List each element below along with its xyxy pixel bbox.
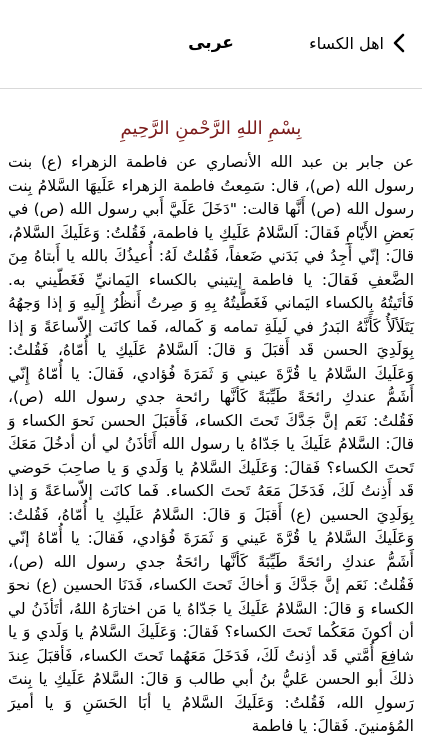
dua-paragraph: عن جابر بن عبد الله الأنصاري عن فاطمة الزهراء (ع) بنت رسول الله (ص)، قال: سَمِعتُ فاطمة الزهراء عَلَيهَا السَّلامُ بِنت رسول الله (ص) أَنَّها قالت: "دَخَلَ عَلَيَّ أَبي رسول الله (ص) في بَعضِ الأَيّامِ فَقالَ: اَلسَّلامُ عَلَيكِ يا فاطمة، فَقُلتُ: وَعَلَيكَ السَّلامُ، قالَ: إنّي أَجِدُ في بَدَني ضَعفاً، فَقُلتُ لَهُ: أُعيذُكَ بالله يا أَبتاهُ مِنَ الضَّعفِ فَقالَ: يا فاطمة إيتيني بالكساء اليَمانيِّ فَغَطّيني به. فَأتَيتُهُ بِالكساء اليَماني فَغَطَّيتُهُ بِهِ وَ صِرتُ أَنظُرُ إِلَيهِ وَ إذا وَجهُهُ يَتَلَألَأُ كَأَنَّهُ البَدرُ في لَيلَةِ تمامه وَ كَماله، فَما كانَت إلاّساعَةً وَ إذا بِوَلَدِيَ الحسن قَد أَقبَلَ وَ قالَ: اَلسَّلامُ عَلَيكِ يا أُمّاهُ، فَقُلتُ: وَعَلَيكَ السَّلامُ يا قُرَّةَ عيني وَ ثَمَرَةَ فُؤادي، فَقالَ: يا أُمّاهُ إِنّي أَشَمُّ عندكِ رائحَةً طَيِّبَةً كَأنَّها رائحة جدي رسول الله (ص)، فَقُلتُ: نَعَم إنَّ جَدَّكَ تَحتَ الكساء، فَأَقبَلَ الحسن نَحوَ الكساء وَ قالَ: السَّلامُ عَلَيكَ يا جَدّاهُ يا رسول الله أَتَأذَنُ لي أن أدخُلَ مَعَكَ تَحتَ الكساء؟ فَقالَ: وَعَلَيكَ السَّلامُ يا وَلَدي وَ يا صاحِبَ حَوضي قَد أَذِنتُ لَكَ، فَدَخَلَ مَعَهُ تَحتَ الكساء. فَما كانَت إلاّساعَةً وَ إذا بِوَلَدِيَ الحسين (ع) أَقبَلَ وَ قالَ: السَّلامُ عَلَيكِ يا أُمّاهُ، فَقُلتُ: وَعَلَيكَ السَّلامُ يا قُرَّةَ عَيني وَ ثَمَرَةَ فُؤادي، فَقالَ: يا أُمّاهُ إنّي أَشَمُّ عندكِ رائحَةً طَيِّبَةً كَأنَّها رائحَةُ جدي رسول الله (ص)، فَقُلتُ: نَعَم إنَّ جَدَّكَ وَ أخاكَ تَحتَ الكساء، فَدَنَا الحسين (ع) نحوَ الكساء وَ قالَ: السَّلامُ عَلَيكَ يا جَدّاهُ يا مَن اختارَهُ اللهُ، أتَأذَنُ لي أن أكونَ مَعَكُما تَحتَ الكساء؟ فَقالَ: وَعَلَيكَ السَّلامُ يا وَلَدي وَ يا شافِعَ أُمَّتي قَد أذِنتُ لَكَ، فَدَخَلَ مَعَهُما تَحتَ الكساء، فَأقبَلَ عِندَ ذلكَ أبو الحسن عَليُّ بنُ أبي طالب وَ قالَ: السَّلامُ عَلَيكِ يا بِنتَ رَسولِ الله، فَقُلتُ: وَعَلَيكَ السَّلامُ يا أبَا الحَسَنِ وَ يا أميرَ المُؤمنينَ. فَقالَ: يا فاطمة	[8, 153, 414, 735]
page-title: عربى	[188, 33, 234, 53]
back-button-label: اهل الكساء	[309, 33, 384, 53]
basmala-heading: بِسْمِ اللهِ الرَّحْمنِ الرَّحِيمِ	[120, 118, 302, 139]
navigation-bar	[0, 0, 422, 89]
dua-text-view[interactable]	[0, 107, 422, 739]
